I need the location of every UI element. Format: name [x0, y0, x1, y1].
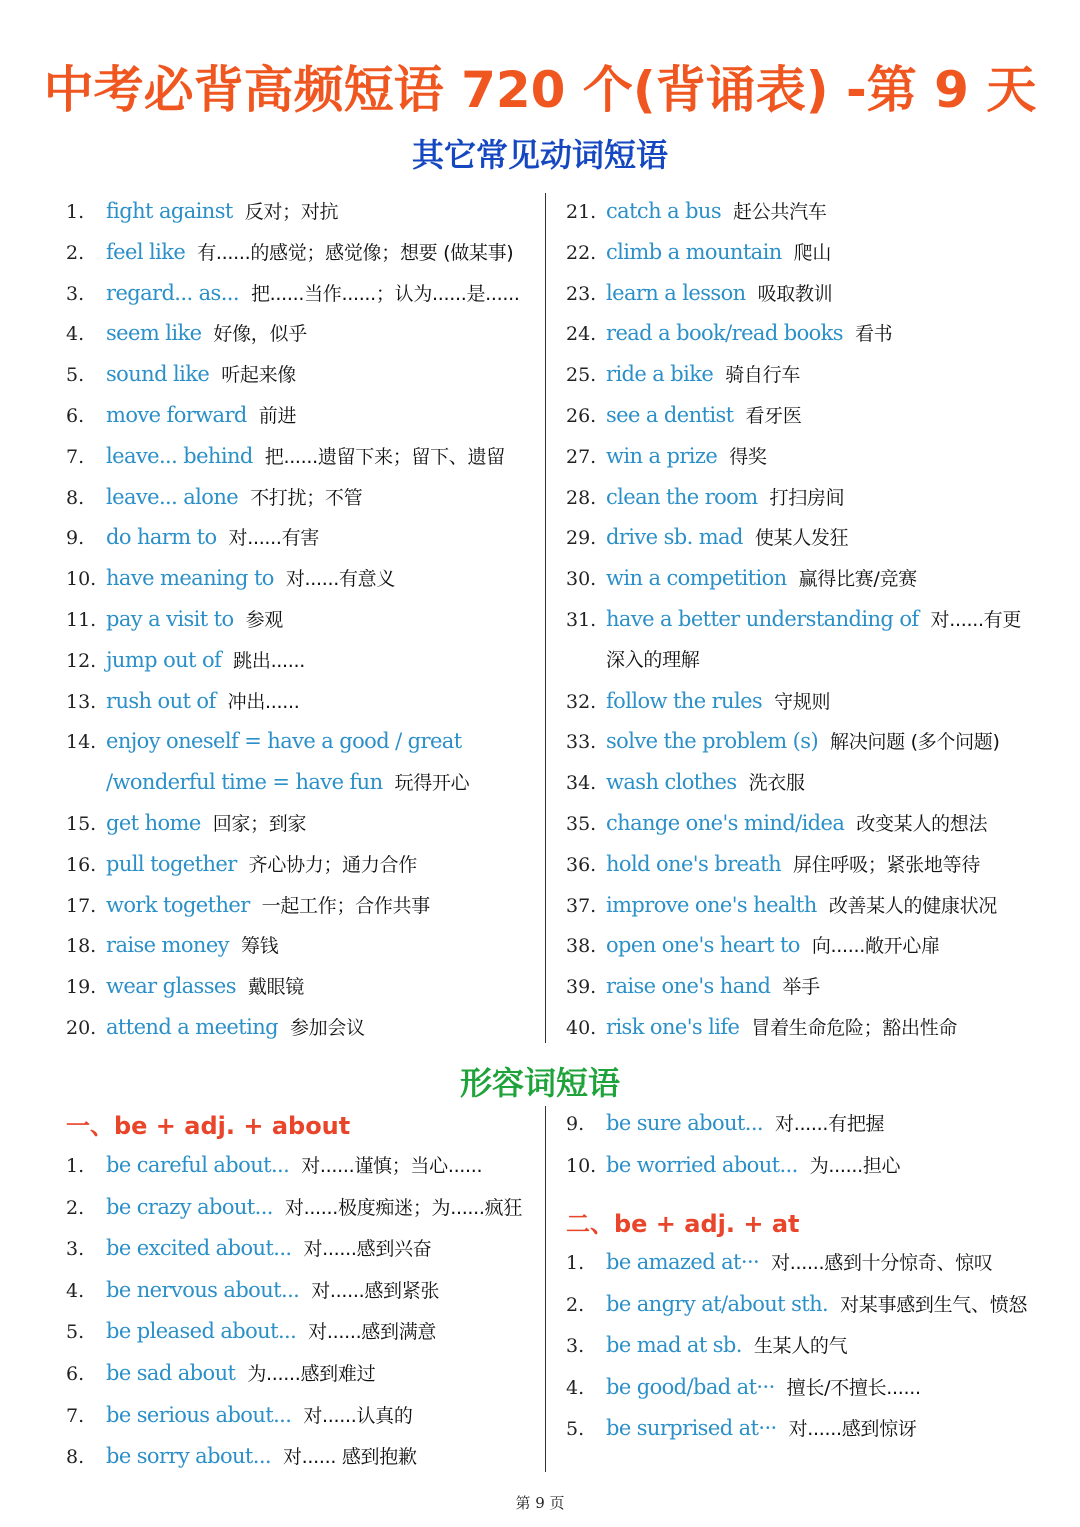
list-item: 13. rush out of 冲出...... — [66, 688, 300, 713]
list-item-continuation: 深入的理解 — [606, 648, 700, 671]
list-item: 18. raise money 筹钱 — [66, 933, 279, 958]
list-item: 4. be nervous about... 对......感到紧张 — [66, 1277, 440, 1302]
list-item: 24. read a book/read books 看书 — [566, 321, 893, 346]
list-item: 16. pull together 齐心协力；通力合作 — [66, 851, 417, 876]
list-item: 4. seem like 好像，似乎 — [66, 321, 307, 346]
list-item: 8. be sorry about... 对...... 感到抱歉 — [66, 1444, 417, 1469]
list-item: 23. learn a lesson 吸取教训 — [566, 280, 833, 305]
list-item: 5. sound like 听起来像 — [66, 362, 296, 387]
column-divider — [545, 193, 546, 1043]
list-item: 11. pay a visit to 参观 — [66, 606, 283, 631]
list-item: 26. see a dentist 看牙医 — [566, 402, 802, 427]
list-item: 14. enjoy oneself = have a good / great — [66, 729, 462, 754]
verb-phrases-left-column — [66, 191, 536, 1048]
list-item: 8. leave... alone 不打扰；不管 — [66, 484, 363, 509]
list-item: 31. have a better understanding of 对......有更 — [566, 606, 1022, 631]
list-item: 30. win a competition 赢得比赛/竞赛 — [566, 566, 917, 591]
list-item: 15. get home 回家；到家 — [66, 810, 307, 835]
list-item: 22. climb a mountain 爬山 — [566, 239, 832, 264]
list-item: 7. leave... behind 把......遗留下来；留下、遗留 — [66, 443, 505, 468]
list-item: 32. follow the rules 守规则 — [566, 688, 831, 713]
about-phrases-left-column — [66, 1145, 536, 1478]
list-item: 39. raise one's hand 举手 — [566, 974, 820, 999]
list-item: 3. regard... as... 把......当作......；认为......是...... — [66, 280, 520, 305]
list-item: 38. open one's heart to 向......敞开心扉 — [566, 933, 940, 958]
list-item: 33. solve the problem (s) 解决问题 (多个问题) — [566, 729, 1000, 754]
list-item: 10. have meaning to 对......有意义 — [66, 566, 396, 591]
list-item: 5. be surprised at··· 对......感到惊讶 — [566, 1416, 917, 1441]
list-item: 20. attend a meeting 参加会议 — [66, 1014, 365, 1039]
list-item: 17. work together 一起工作；合作共事 — [66, 892, 430, 917]
section-verb-phrases-title: 其它常见动词短语 — [411, 136, 668, 174]
list-item: 36. hold one's breath 屏住呼吸；紧张地等待 — [566, 851, 981, 876]
list-item: 2. be angry at/about sth. 对某事感到生气、愤怒 — [566, 1291, 1028, 1316]
column-divider — [545, 1106, 546, 1472]
list-item: 10. be worried about... 为......担心 — [566, 1152, 901, 1177]
page-title: 中考必背高频短语 720 个(背诵表) -第 9 天 — [43, 61, 1037, 119]
list-item: 1. fight against 反对；对抗 — [66, 199, 339, 223]
subsection-at-title: 二、be + adj. + at — [566, 1210, 800, 1238]
list-item: 35. change one's mind/idea 改变某人的想法 — [566, 810, 988, 835]
list-item: 29. drive sb. mad 使某人发狂 — [566, 525, 849, 550]
list-item: 6. move forward 前进 — [66, 402, 297, 427]
list-item: 27. win a prize 得奖 — [566, 443, 767, 468]
list-item: 9. do harm to 对......有害 — [66, 525, 320, 550]
page-number: 第 9 页 — [515, 1494, 565, 1512]
section-adjective-phrases-title: 形容词短语 — [459, 1064, 620, 1102]
list-item: 2. feel like 有......的感觉；感觉像；想要 (做某事) — [66, 239, 514, 264]
at-phrases-right-column — [566, 1242, 1046, 1450]
list-item: 25. ride a bike 骑自行车 — [566, 362, 801, 387]
list-item: 7. be serious about... 对......认真的 — [66, 1402, 413, 1427]
list-item: 3. be mad at sb. 生某人的气 — [566, 1333, 848, 1358]
list-item: 28. clean the room 打扫房间 — [566, 484, 845, 509]
list-item: 3. be excited about... 对......感到兴奋 — [66, 1236, 432, 1261]
list-item: 1. be amazed at··· 对......感到十分惊奇、惊叹 — [566, 1250, 993, 1274]
list-item: 4. be good/bad at··· 擅长/不擅长...... — [566, 1374, 921, 1399]
list-item: 21. catch a bus 赶公共汽车 — [566, 199, 827, 223]
list-item: 6. be sad about 为......感到难过 — [66, 1360, 376, 1385]
verb-phrases-right-column — [566, 191, 1046, 1048]
list-item: 37. improve one's health 改善某人的健康状况 — [566, 892, 998, 917]
list-item: 12. jump out of 跳出...... — [66, 647, 306, 672]
list-item-continuation: /wonderful time = have fun 玩得开心 — [106, 770, 470, 795]
list-item: 34. wash clothes 洗衣服 — [566, 770, 805, 795]
list-item: 40. risk one's life 冒着生命危险；豁出性命 — [566, 1014, 958, 1039]
subsection-about-title: 一、be + adj. + about — [66, 1112, 351, 1140]
list-item: 5. be pleased about... 对......感到满意 — [66, 1319, 437, 1344]
list-item: 2. be crazy about... 对......极度痴迷；为......疯狂 — [66, 1194, 523, 1219]
list-item: 9. be sure about... 对......有把握 — [566, 1111, 885, 1135]
about-phrases-right-column — [566, 1103, 1046, 1186]
list-item: 1. be careful about... 对......谨慎；当心...... — [66, 1153, 483, 1177]
list-item: 19. wear glasses 戴眼镜 — [66, 974, 304, 999]
